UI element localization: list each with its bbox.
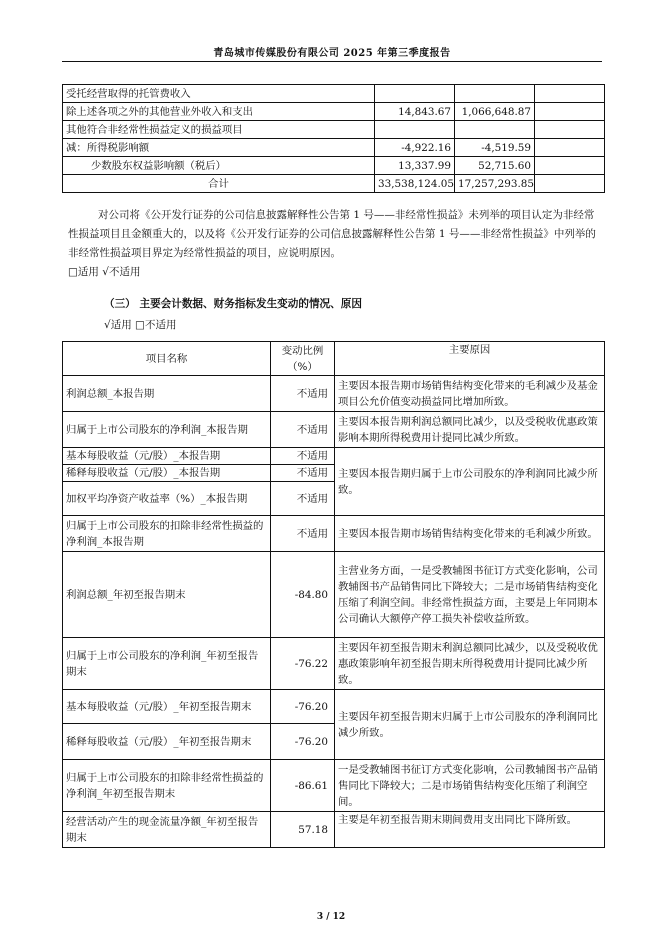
row-label: 其他符合非经常性损益定义的损益项目 <box>63 121 375 139</box>
merged-reason: 主要因年初至报告期末归属于上市公司股东的净利润同比减少所致。 <box>335 690 605 760</box>
change-ratio: -86.61 <box>271 760 335 812</box>
change-ratio: -76.20 <box>271 690 335 724</box>
item-name: 归属于上市公司股东的扣除非经常性损益的净利润_本报告期 <box>63 516 271 552</box>
header-rule <box>62 61 602 62</box>
item-name: 基本每股收益（元/股）_本报告期 <box>63 448 271 465</box>
section-heading: （三） 主要会计数据、财务指标发生变动的情况、原因 <box>104 298 362 310</box>
table-row <box>63 516 605 552</box>
header-item: 项目名称 <box>63 342 271 376</box>
header-ratio: 变动比例（%） <box>271 342 335 376</box>
note-cell <box>535 175 605 193</box>
merged-reason: 主要因本报告期归属于上市公司股东的净利润同比减少所致。 <box>335 448 605 516</box>
ytd-value: 1,066,648.87 <box>455 103 535 121</box>
table-row-total <box>63 175 605 193</box>
current-period-value: 33,538,124.05 <box>375 175 455 193</box>
table-row <box>63 412 605 448</box>
row-label: 减：所得税影响额 <box>63 139 375 157</box>
table-row <box>63 552 605 638</box>
table-header-row <box>63 342 605 376</box>
change-ratio: 不适用 <box>271 516 335 552</box>
table-row <box>63 139 605 157</box>
table-row <box>63 85 605 103</box>
note-cell <box>535 157 605 175</box>
row-label: 少数股东权益影响额（税后） <box>63 157 375 175</box>
item-name: 稀释每股收益（元/股）_年初至报告期末 <box>63 724 271 760</box>
note-cell <box>535 139 605 157</box>
applicability-checkbox: □适用 √不适用 <box>68 266 141 278</box>
explanation-paragraph: 对公司将《公开发行证券的公司信息披露解释性公告第 1 号——非经常性损益》未列举的项目认定为非经常性损益项目且金额重大的，以及将《公开发行证券的公司信息披露解释性公告第 1 号——非经常性损益》中列举的非经常性损益项目界定为经常性损益的项目，应说明原因。 <box>68 209 596 259</box>
item-name: 经营活动产生的现金流量净额_年初至报告期末 <box>63 812 271 848</box>
change-ratio: 不适用 <box>271 376 335 412</box>
page-number: 3 / 12 <box>316 912 346 922</box>
table-row <box>63 638 605 690</box>
header-reason: 主要原因 <box>335 342 605 376</box>
table-row <box>63 376 605 412</box>
item-name: 利润总额_本报告期 <box>63 376 271 412</box>
item-name: 稀释每股收益（元/股）_本报告期 <box>63 465 271 482</box>
change-ratio: 不适用 <box>271 412 335 448</box>
row-label: 受托经营取得的托管费收入 <box>63 85 375 103</box>
reason: 主要因年初至报告期末利润总额同比减少，以及受税收优惠政策影响年初至报告期末所得税费用计提同比减少所致。 <box>335 638 605 690</box>
note-cell <box>535 121 605 139</box>
reason: 主要因本报告期市场销售结构变化带来的毛利减少所致。 <box>335 516 605 552</box>
current-period-value: 13,337.99 <box>375 157 455 175</box>
reason: 主营业务方面，一是受教辅图书征订方式变化影响，公司教辅图书产品销售同比下降较大；二是市场销售结构变化压缩了利润空间。非经常性损益方面，主要是上年同期本公司确认大额停产停工损失补偿收益所致。 <box>335 552 605 638</box>
change-ratio: 57.18 <box>271 812 335 848</box>
change-ratio: 不适用 <box>271 465 335 482</box>
table-row <box>63 812 605 848</box>
item-name: 加权平均净资产收益率（%）_本报告期 <box>63 482 271 516</box>
non-recurring-items-table <box>62 84 605 193</box>
ytd-value: 17,257,293.85 <box>455 175 535 193</box>
change-ratio: 不适用 <box>271 448 335 465</box>
reason: 主要是年初至报告期末期间费用支出同比下降所致。 <box>335 812 605 848</box>
table-row <box>63 690 605 724</box>
item-name: 归属于上市公司股东的净利润_本报告期 <box>63 412 271 448</box>
ytd-value: 52,715.60 <box>455 157 535 175</box>
ytd-value <box>455 85 535 103</box>
row-label: 除上述各项之外的其他营业外收入和支出 <box>63 103 375 121</box>
ytd-value <box>455 121 535 139</box>
reason: 主要因本报告期利润总额同比减少，以及受税收优惠政策影响本期所得税费用计提同比减少所致。 <box>335 412 605 448</box>
item-name: 归属于上市公司股东的扣除非经常性损益的净利润_年初至报告期末 <box>63 760 271 812</box>
current-period-value: -4,922.16 <box>375 139 455 157</box>
table-row <box>63 157 605 175</box>
current-period-value <box>375 121 455 139</box>
table-row <box>63 448 605 465</box>
change-ratio: -84.80 <box>271 552 335 638</box>
ytd-value: -4,519.59 <box>455 139 535 157</box>
item-name: 归属于上市公司股东的净利润_年初至报告期末 <box>63 638 271 690</box>
indicator-change-table <box>62 341 605 848</box>
table-row <box>63 760 605 812</box>
change-ratio: -76.20 <box>271 724 335 760</box>
row-label: 合计 <box>63 175 375 193</box>
current-period-value: 14,843.67 <box>375 103 455 121</box>
item-name: 利润总额_年初至报告期末 <box>63 552 271 638</box>
note-cell <box>535 85 605 103</box>
current-period-value <box>375 85 455 103</box>
note-cell <box>535 103 605 121</box>
section-applicability-checkbox: √适用 □不适用 <box>104 319 177 331</box>
change-ratio: 不适用 <box>271 482 335 516</box>
reason: 一是受教辅图书征订方式变化影响，公司教辅图书产品销售同比下降较大；二是市场销售结构变化压缩了利润空间。 <box>335 760 605 812</box>
report-header: 青岛城市传媒股份有限公司 2025 年第三季度报告 <box>213 48 451 59</box>
reason: 主要因本报告期市场销售结构变化带来的毛利减少及基金项目公允价值变动损益同比增加所致。 <box>335 376 605 412</box>
item-name: 基本每股收益（元/股）_年初至报告期末 <box>63 690 271 724</box>
change-ratio: -76.22 <box>271 638 335 690</box>
table-row <box>63 103 605 121</box>
table-row <box>63 121 605 139</box>
